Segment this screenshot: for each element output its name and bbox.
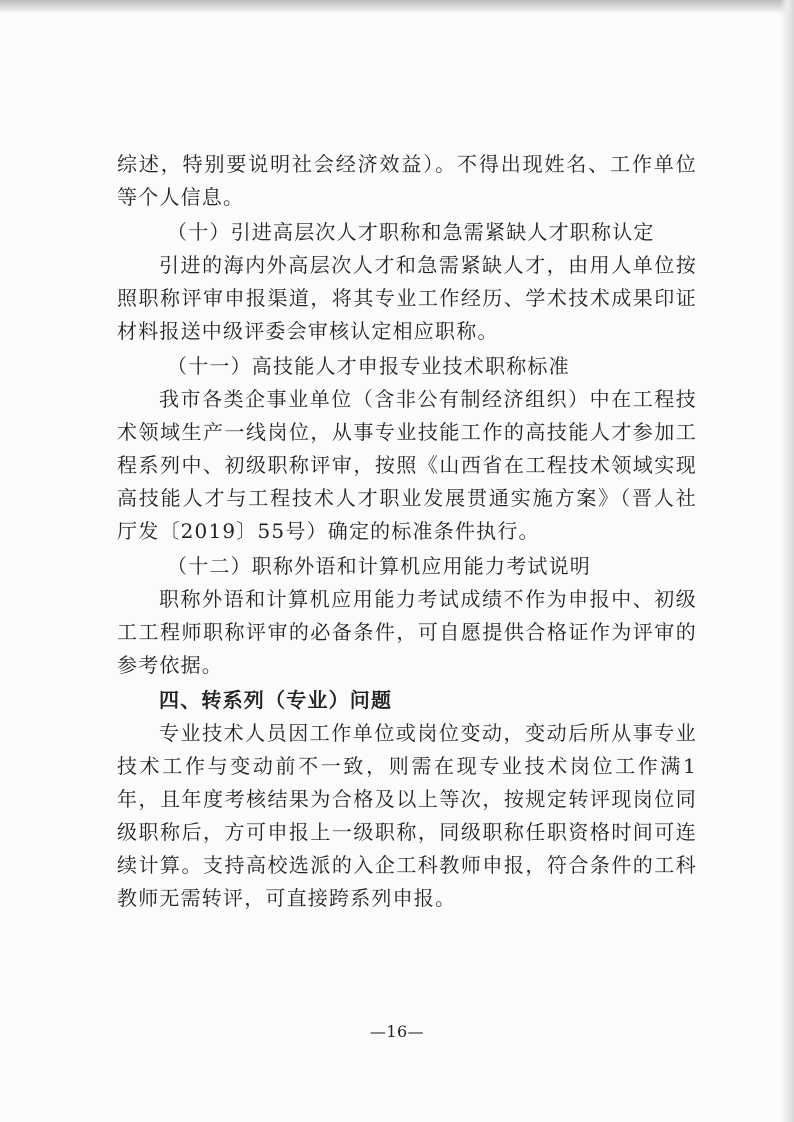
paragraph-series-transfer: 专业技术人员因工作单位或岗位变动，变动后所从事专业技术工作与变动前不一致，则需在现专业技术岗位工作满1年，且年度考核结果为合格及以上等次，按规定转评现岗位同级职称后，方可申报上一级职称，同级职称任职资格时间可连续计算。支持高校选派的入企工科教师申报，符合条件的工科教师无需转评，可直接跨系列申报。 <box>117 721 697 910</box>
document-body <box>117 148 697 915</box>
paragraph-skilled-talent: 我市各类企事业单位（含非公有制经济组织）中在工程技术领域生产一线岗位，从事专业技能工作的高技能人才参加工程系列中、初级职称评审，按照《山西省在工程技术领域实现高技能人才与工程技术人才职业发展贯通实施方案》（晋人社厅发〔2019〕55号）确定的标准条件执行。 <box>117 387 697 543</box>
page-number: —16— <box>369 1022 425 1041</box>
paragraph-continuation: 综述，特别要说明社会经济效益）。不得出现姓名、工作单位等个人信息。 <box>117 152 697 209</box>
subheading-10: （十）引进高层次人才职称和急需紧缺人才职称认定 <box>167 220 655 244</box>
subheading-11: （十一）高技能人才申报专业技术职称标准 <box>167 354 570 378</box>
paragraph-exam-notes: 职称外语和计算机应用能力考试成绩不作为申报中、初级工工程师职称评审的必备条件，可自愿提供合格证作为评审的参考依据。 <box>117 587 697 677</box>
paragraph-talent-recognition: 引进的海内外高层次人才和急需紧缺人才，由用人单位按照职称评审申报渠道，将其专业工作经历、学术技术成果印证材料报送中级评委会审核认定相应职称。 <box>117 253 697 343</box>
section-heading-4: 四、转系列（专业）问题 <box>159 688 393 712</box>
scan-edge-right <box>780 0 794 1122</box>
scan-edge-top <box>0 0 794 14</box>
subheading-12: （十二）职称外语和计算机应用能力考试说明 <box>167 554 591 578</box>
